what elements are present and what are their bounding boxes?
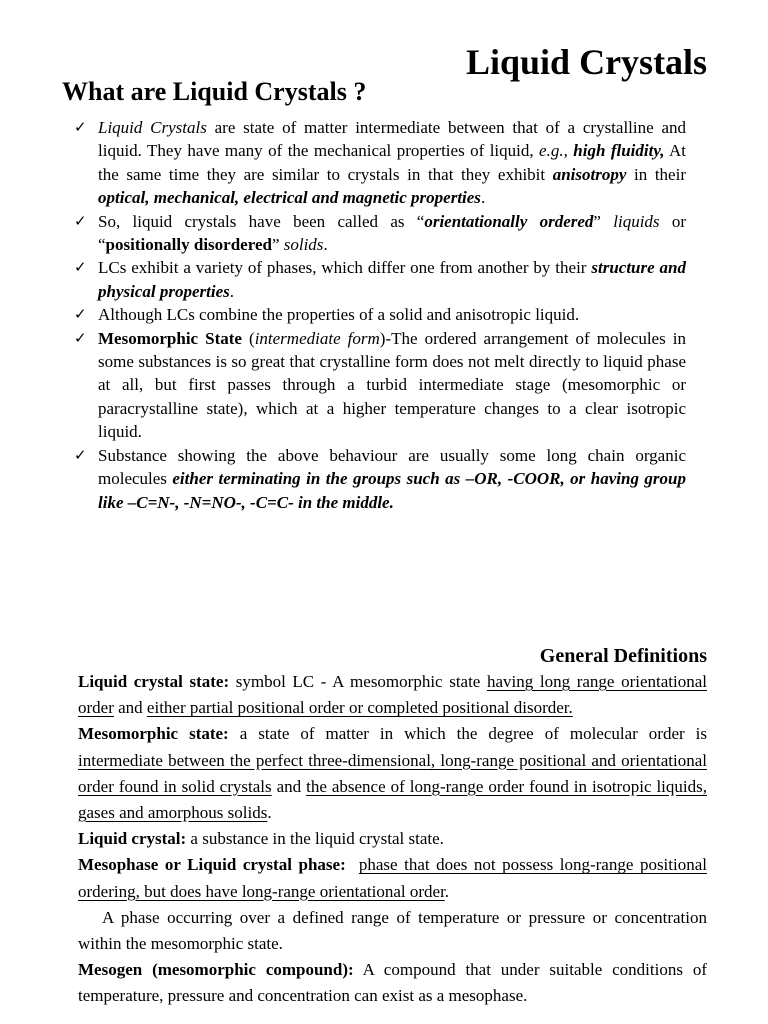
bullet-list — [74, 116, 686, 514]
check-icon: ✓ — [74, 118, 87, 136]
text-run: or “ — [98, 211, 687, 255]
definition-term: Liquid crystal: — [78, 829, 187, 849]
definition-term: Mesomorphic state: — [78, 724, 229, 744]
phase-paragraph: A phase occurring over a defined range of temperature or pressure or concentration within the mesomorphic state. — [78, 907, 707, 954]
text-run: optical, mechanical, electrical and magnetic properties — [98, 188, 481, 208]
text-run: . — [229, 281, 234, 301]
list-item — [74, 116, 686, 210]
text-run: high fluidity, — [573, 141, 665, 161]
text-run: structure and physical properties — [98, 258, 687, 301]
text-run: . — [323, 235, 328, 255]
text-run: are state of matter intermediate between that of a crystalline and liquid. They have many of the mechanical properties of liquid, — [98, 118, 686, 161]
list-item — [74, 303, 686, 326]
text-run: solids — [283, 235, 324, 255]
document-title: Liquid Crystals — [466, 42, 708, 82]
underlined-text: the absence of long-range order found in isotropic liquids, gases and amorphous solids — [78, 776, 707, 823]
list-item — [74, 210, 686, 257]
text-run — [346, 855, 359, 874]
text-run: in their — [626, 164, 686, 184]
text-run: . — [444, 881, 450, 901]
text-run: Mesomorphic State — [98, 328, 242, 348]
definition-term: Mesogen (mesomorphic compound): — [78, 960, 354, 980]
check-icon: ✓ — [74, 211, 87, 230]
text-run: orientationally ordered — [424, 211, 594, 231]
text-run: Although LCs combine the properties of a solid and anisotropic liquid. — [98, 305, 580, 325]
underlined-text: having long range orientational order — [78, 672, 707, 718]
text-run: anisotropy — [552, 164, 627, 184]
list-item — [74, 256, 686, 303]
text-run: liquids — [613, 211, 660, 231]
text-run: ” — [593, 211, 614, 231]
check-icon: ✓ — [74, 305, 87, 324]
text-run: e.g. — [539, 141, 564, 161]
text-run: A compound that under suitable conditions of temperature, pressure and concentration can exist as a mesophase. — [78, 960, 707, 1006]
definition-term: Liquid crystal state: — [78, 672, 230, 691]
check-icon: ✓ — [74, 328, 87, 347]
check-icon: ✓ — [74, 445, 87, 464]
text-run: positionally disordered — [105, 235, 272, 255]
text-run: symbol LC - A mesomorphic state — [229, 672, 487, 691]
definition-mesogen — [78, 957, 707, 1009]
list-item — [74, 327, 686, 444]
text-run: . — [480, 188, 486, 208]
text-run: LCs exhibit a variety of phases, which differ one from another by their — [98, 258, 592, 278]
text-run: ” — [271, 235, 284, 255]
text-run: intermediate form — [254, 328, 380, 348]
text-run: and — [113, 698, 147, 718]
general-definitions-heading: General Definitions — [539, 645, 707, 667]
definition-term: Mesophase or Liquid crystal phase: — [78, 855, 346, 875]
text-run: a substance in the liquid crystal state. — [186, 829, 444, 849]
list-item — [74, 444, 686, 514]
definition-liquid-crystal — [78, 826, 707, 852]
text-run: )-The ordered arrangement of molecules in some substances is so great that crystalline form does not melt directly to liquid phase at all, but first passes through a turbid intermediate stage (mesomorphic or paracrystalline state), which at a higher temperature changes to a clear isotropic liquid. — [98, 328, 686, 442]
text-run: , — [563, 141, 574, 161]
check-icon: ✓ — [74, 258, 87, 277]
text-run: Substance showing the above behaviour are usually some long chain organic molecules — [98, 445, 686, 489]
underlined-text: either partial positional order or completed positional disorder. — [146, 698, 573, 718]
definition-mesophase — [78, 852, 707, 904]
text-run: ( — [241, 328, 255, 348]
text-run: a state of matter in which the degree of molecular order is — [228, 724, 707, 744]
definitions-section — [78, 669, 707, 1010]
definition-mesomorphic-state — [78, 721, 707, 826]
underlined-text: phase that does not possess long-range positional ordering, but does have long-range orientational order — [78, 855, 707, 901]
text-run: So, liquid crystals have been called as “ — [98, 211, 425, 231]
text-run: and — [271, 776, 307, 796]
text-run: either terminating in the groups such as –OR, -COOR, or having group like –C=N-, -N=NO-, -C=C- in the middle. — [98, 469, 686, 512]
text-run: Liquid Crystals — [98, 118, 207, 137]
definition-liquid-crystal-state — [78, 669, 707, 721]
text-run: At the same time they are similar to crystals in that they exhibit — [98, 141, 687, 184]
text-run: . — [267, 803, 272, 823]
underlined-text: intermediate between the perfect three-dimensional, long-range positional and orientational order found in solid crystals — [78, 750, 707, 796]
section-heading: What are Liquid Crystals ? — [62, 77, 367, 106]
